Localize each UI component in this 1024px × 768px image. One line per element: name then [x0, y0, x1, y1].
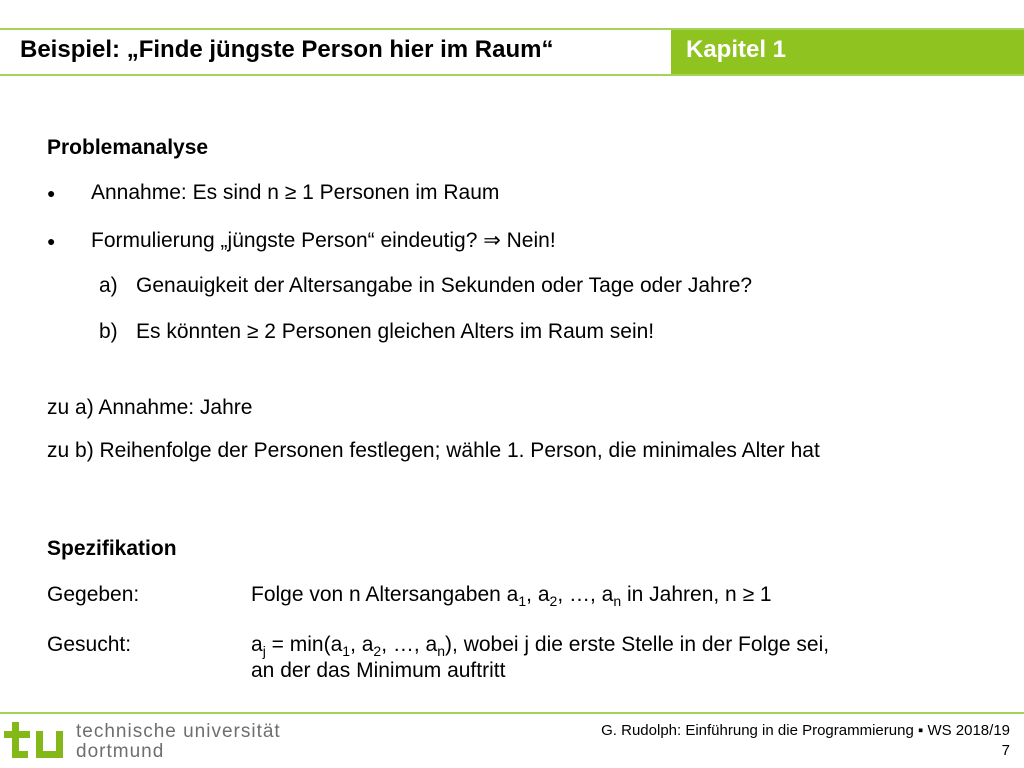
- tu-logo-icon: [4, 718, 68, 764]
- sub-item-marker-b: b): [99, 320, 118, 343]
- bullet-item-2: Formulierung „jüngste Person“ eindeutig? ⇒ Nein!: [91, 229, 556, 252]
- wanted-text: $a_j = \min(a_1$, $a_2$, …, $a_n$), wobei j die erste Stelle in der Folge sei,: [251, 633, 830, 659]
- note-a: zu a) Annahme: Jahre: [47, 396, 253, 419]
- spec-heading: Spezifikation: [47, 537, 177, 560]
- university-name: [76, 722, 281, 762]
- page-number: 7: [1001, 742, 1010, 759]
- bullet-item-1: Annahme: Es sind n ≥ 1 Personen im Raum: [91, 181, 500, 204]
- university-name-line2: dortmund: [76, 741, 165, 762]
- chapter-label: Kapitel 1: [686, 36, 787, 63]
- wanted-text-line2: an der das Minimum auftritt: [251, 659, 506, 682]
- note-b: zu b) Reihenfolge der Personen festlegen; wähle 1. Person, die minimales Alter hat: [47, 439, 820, 462]
- header-bottom-rule: [0, 74, 1024, 76]
- bullet-dot-icon: ●: [47, 233, 56, 249]
- given-text: Folge von n Altersangaben $a_1$, $a_2$, …, $a_n$ in Jahren, n ≥ 1: [251, 583, 772, 609]
- university-name-line1: technische universität: [76, 721, 281, 742]
- sub-item-a: Genauigkeit der Altersangabe in Sekunden oder Tage oder Jahre?: [136, 274, 753, 297]
- bullet-dot-icon: ●: [47, 185, 56, 201]
- footer-credit: G. Rudolph: Einführung in die Programmierung ▪ WS 2018/19: [601, 722, 1010, 739]
- given-label: Gegeben:: [47, 583, 140, 606]
- problem-heading: Problemanalyse: [47, 136, 209, 159]
- sub-item-b: Es könnten ≥ 2 Personen gleichen Alters im Raum sein!: [136, 320, 655, 343]
- footer-rule: [0, 712, 1024, 714]
- slide-title: Beispiel: „Finde jüngste Person hier im Raum“: [20, 36, 554, 63]
- sub-item-marker-a: a): [99, 274, 118, 297]
- wanted-label: Gesucht:: [47, 633, 132, 656]
